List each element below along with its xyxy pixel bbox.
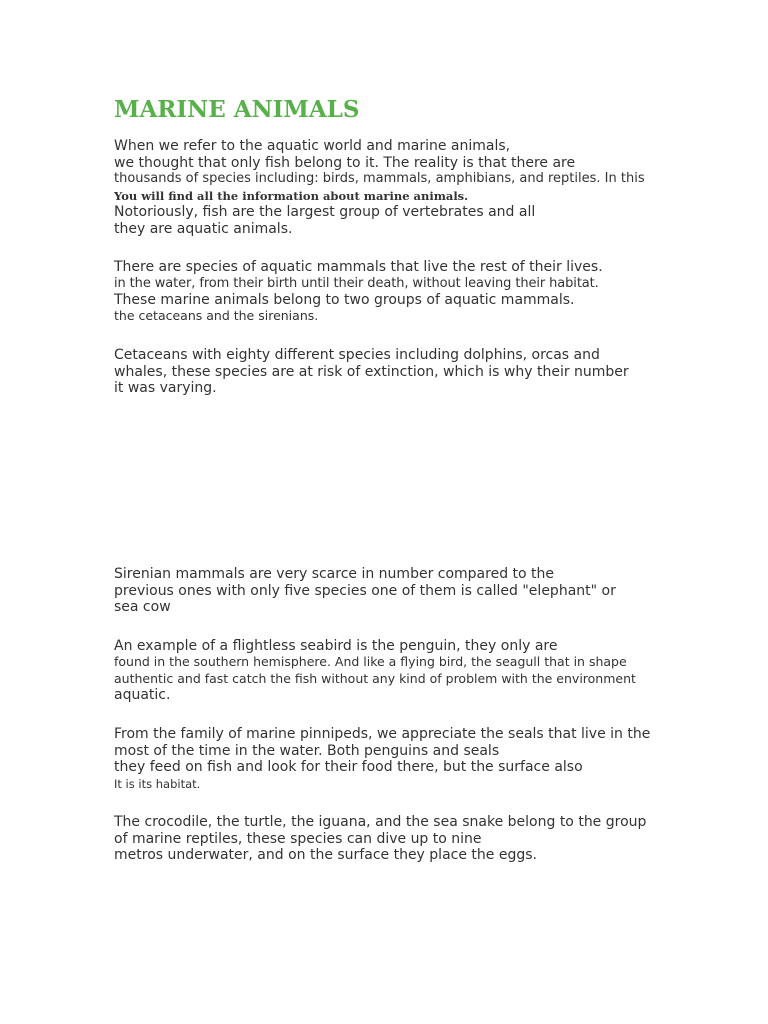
text-line: An example of a flightless seabird is the penguin, they only are [114,638,558,654]
text-line: we thought that only fish belong to it. The reality is that there are [114,154,576,171]
text-line: These marine animals belong to two groups of aquatic mammals. [114,291,575,308]
paragraph-pinnipeds [114,726,650,792]
text-line: You will find all the information about marine animals. [114,188,469,203]
text-line: sea cow [114,599,171,615]
text-line: in the water, from their birth until their death, without leaving their habitat. [114,275,599,291]
text-line: Cetaceans with eighty different species including dolphins, orcas and [114,347,600,363]
paragraph-cetaceans [114,347,629,397]
text-line: When we refer to the aquatic world and marine animals, [114,138,511,154]
text-line: From the family of marine pinnipeds, we appreciate the seals that live in the [114,726,651,742]
text-line: Sirenian mammals are very scarce in number compared to the [114,566,555,582]
text-line: authentic and fast catch the fish without any kind of problem with the environment [114,671,636,686]
text-line: aquatic. [114,687,171,703]
text-line: they are aquatic animals. [114,220,293,237]
text-line: found in the southern hemisphere. And like a flying bird, the seagull that in shape [114,654,627,669]
paragraph-reptiles [114,814,646,864]
text-line: they feed on fish and look for their food there, but the surface also [114,759,583,775]
text-line: the cetaceans and the sirenians. [114,308,319,323]
paragraph-intro [114,138,645,237]
text-line: metros underwater, and on the surface they place the eggs. [114,847,537,863]
paragraph-aquatic-mammals [114,259,603,325]
text-line: There are species of aquatic mammals that live the rest of their lives. [114,259,603,275]
paragraph-seabirds [114,638,636,704]
text-line: previous ones with only five species one of them is called "elephant" or [114,582,616,599]
text-line: whales, these species are at risk of extinction, which is why their number [114,363,629,380]
page-title: MARINE ANIMALS [114,96,360,123]
text-line: of marine reptiles, these species can dive up to nine [114,830,482,847]
text-line: thousands of species including: birds, mammals, amphibians, and reptiles. In this [114,171,645,186]
paragraph-sirenians [114,566,616,616]
text-line: it was varying. [114,380,217,396]
text-line: most of the time in the water. Both penguins and seals [114,742,500,759]
text-line: The crocodile, the turtle, the iguana, and the sea snake belong to the group [114,814,647,830]
text-line: Notoriously, fish are the largest group of vertebrates and all [114,204,536,220]
text-line: It is its habitat. [114,776,201,791]
